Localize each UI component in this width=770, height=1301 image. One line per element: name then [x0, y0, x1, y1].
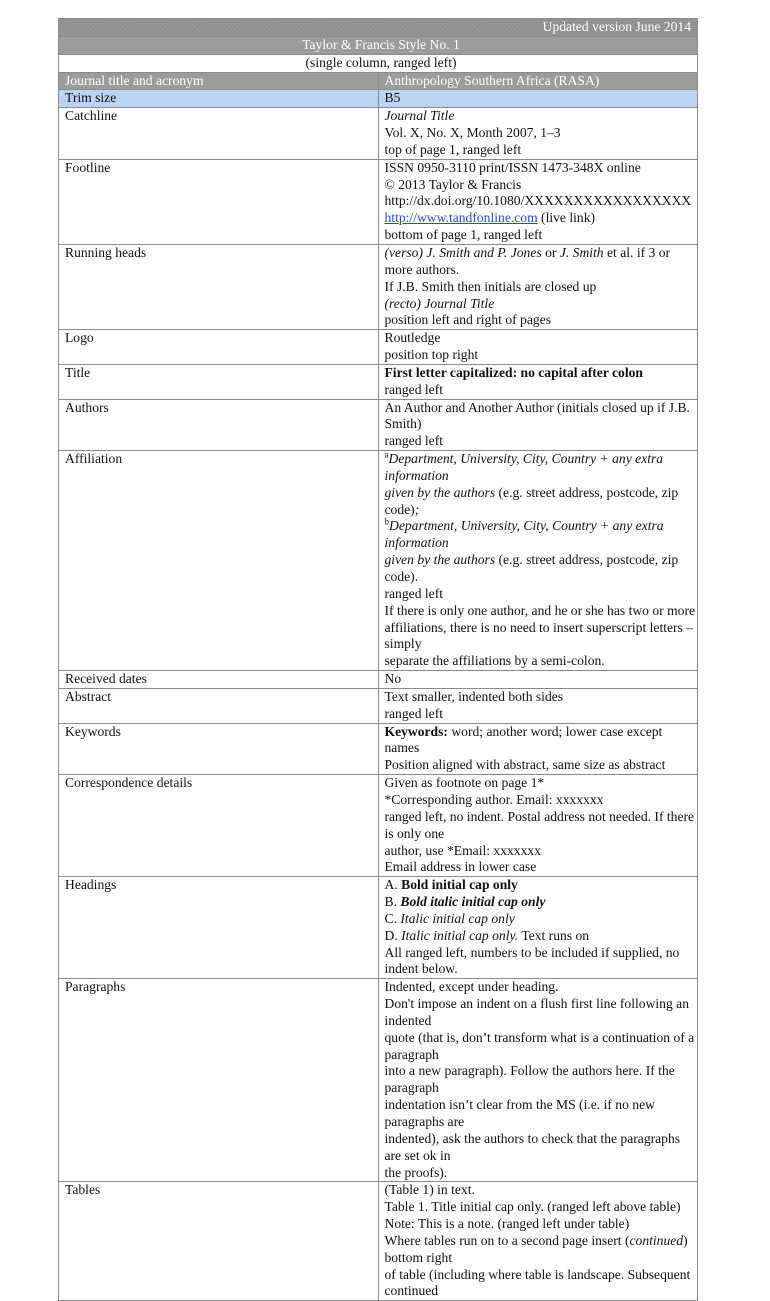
journal-label: Journal title and acronym — [59, 72, 379, 90]
footline-label: Footline — [59, 159, 379, 244]
journal-row — [59, 72, 698, 90]
tables-row — [59, 1182, 698, 1301]
affiliation-b-rest: (e.g. street address, postcode, zip code). — [384, 552, 679, 584]
paragraphs-l1: Indented, except under heading. — [384, 979, 559, 995]
paragraphs-row — [59, 979, 698, 1182]
affiliation-note-2: affiliations, there is no need to insert superscript letters – simply — [384, 619, 694, 652]
style-table — [58, 18, 698, 1301]
affiliation-b-text: Department, University, City, Country + any extra information — [384, 518, 664, 551]
headings-value — [378, 877, 698, 979]
keywords-value — [378, 723, 698, 775]
tables-l4 — [385, 1233, 698, 1267]
verso-rest: et al. if 3 or more authors. — [384, 244, 671, 277]
correspondence-label: Correspondence details — [59, 775, 379, 877]
catchline-journal-title: Journal Title — [384, 108, 455, 124]
heading-level-c — [385, 911, 698, 928]
footline-link-suffix: (live link) — [537, 210, 596, 226]
layout-description: (single column, ranged left) — [59, 54, 698, 72]
tables-l1: (Table 1) in text. — [384, 1182, 475, 1198]
tables-value — [378, 1182, 698, 1301]
affiliation-a-semicolon: ; — [414, 501, 420, 517]
keywords-position: Position aligned with abstract, same size as abstract — [384, 757, 666, 773]
logo-name: Routledge — [384, 330, 441, 346]
tables-l4-continued: continued — [629, 1232, 684, 1248]
affiliation-label: Affiliation — [59, 451, 379, 671]
affiliation-b-line1 — [385, 518, 698, 552]
affiliation-note-3: separate the affiliations by a semi-colon. — [384, 653, 605, 669]
affiliation-a-rest: (e.g. street address, postcode, zip code) — [384, 484, 679, 517]
verso-example: (verso) J. Smith and P. Jones — [384, 244, 542, 260]
logo-value — [378, 330, 698, 365]
received-dates-value: No — [378, 671, 698, 689]
trim-size-label: Trim size — [59, 90, 379, 108]
paragraphs-l3: quote (that is, don’t transform what is a continuation of a paragraph — [384, 1029, 695, 1062]
heading-a-prefix: A. — [384, 877, 402, 893]
keywords-label: Keywords — [59, 723, 379, 775]
running-heads-initials: If J.B. Smith then initials are closed up — [384, 278, 597, 294]
running-heads-recto: (recto) Journal Title — [384, 295, 495, 311]
verso-or: or — [541, 244, 560, 260]
heading-d-text: Italic initial cap only. — [401, 927, 519, 943]
footline-value — [378, 159, 698, 244]
running-heads-value — [378, 244, 698, 329]
superscript-b: b — [384, 516, 389, 527]
heading-level-a — [385, 877, 698, 894]
title-value — [378, 364, 698, 399]
tables-l3: Note: This is a note. (ranged left under table) — [384, 1216, 630, 1232]
logo-label: Logo — [59, 330, 379, 365]
affiliation-note-1: If there is only one author, and he or she has two or more — [384, 602, 696, 618]
authors-position: ranged left — [384, 433, 443, 449]
superscript-a: a — [384, 449, 389, 460]
footline-link-line — [385, 210, 698, 227]
heading-c-text: Italic initial cap only — [400, 910, 515, 926]
trim-size-row — [59, 90, 698, 108]
paragraphs-l5: indentation isn’t clear from the MS (i.e. if no new paragraphs are — [384, 1097, 655, 1129]
catchline-position: top of page 1, ranged left — [384, 141, 522, 157]
keywords-bold-lead: Keywords: — [384, 723, 448, 739]
paragraphs-l6: indented), ask the authors to check that the paragraphs are set ok in — [384, 1130, 681, 1163]
tables-label: Tables — [59, 1182, 379, 1301]
footline-row — [59, 159, 698, 244]
abstract-position: ranged left — [384, 705, 443, 721]
affiliation-a-line1 — [385, 451, 698, 485]
authors-label: Authors — [59, 399, 379, 451]
heading-d-prefix: D. — [384, 927, 402, 943]
running-heads-row — [59, 244, 698, 329]
layout-row — [59, 54, 698, 72]
abstract-label: Abstract — [59, 688, 379, 723]
heading-a-text: Bold initial cap only — [401, 877, 518, 893]
running-heads-label: Running heads — [59, 244, 379, 329]
authors-example: An Author and Another Author (initials closed up if J.B. Smith) — [384, 399, 690, 432]
keywords-row — [59, 723, 698, 775]
heading-d-rest: Text runs on — [518, 927, 590, 943]
affiliation-position: ranged left — [384, 585, 443, 601]
keywords-rest: word; another word; lower case except names — [384, 723, 663, 756]
footline-issn: ISSN 0950-3110 print/ISSN 1473-348X online — [384, 159, 641, 175]
title-rule: First letter capitalized: no capital after colon — [384, 364, 643, 380]
footline-position: bottom of page 1, ranged left — [384, 227, 543, 243]
paragraphs-l4: into a new paragraph). Follow the authors here. If the paragraph — [384, 1063, 675, 1096]
title-row — [59, 364, 698, 399]
affiliation-row — [59, 451, 698, 671]
abstract-value — [378, 688, 698, 723]
catchline-volume: Vol. X, No. X, Month 2007, 1–3 — [384, 125, 561, 141]
logo-row — [59, 330, 698, 365]
trim-size-value: B5 — [378, 90, 698, 108]
headings-note: All ranged left, numbers to be included if supplied, no indent below. — [384, 944, 680, 977]
correspondence-l5: Email address in lower case — [384, 859, 537, 875]
correspondence-l4: author, use *Email: xxxxxxx — [384, 842, 542, 858]
running-heads-verso — [385, 245, 698, 279]
authors-row — [59, 399, 698, 451]
headings-label: Headings — [59, 877, 379, 979]
paragraphs-label: Paragraphs — [59, 979, 379, 1182]
catchline-label: Catchline — [59, 108, 379, 160]
correspondence-value — [378, 775, 698, 877]
affiliation-value — [378, 451, 698, 671]
abstract-rule: Text smaller, indented both sides — [384, 688, 564, 704]
heading-b-text: Bold italic initial cap only — [400, 894, 546, 910]
updated-row — [59, 19, 698, 37]
tandfonline-link[interactable]: http://www.tandfonline.com — [384, 210, 538, 226]
authors-value — [378, 399, 698, 451]
tables-l2: Table 1. Title initial cap only. (ranged left above table) — [384, 1199, 681, 1215]
paragraphs-value — [378, 979, 698, 1182]
heading-level-d — [385, 928, 698, 945]
correspondence-l3: ranged left, no indent. Postal address not needed. If there is only one — [384, 808, 695, 841]
abstract-row — [59, 688, 698, 723]
title-position: ranged left — [384, 381, 443, 397]
tables-l5: of table (including where table is landscape. Subsequent continued — [384, 1266, 691, 1299]
logo-position: position top right — [384, 347, 479, 363]
tables-l4-b: ) bottom right — [384, 1232, 688, 1265]
catchline-value — [378, 108, 698, 160]
affiliation-a-given: given by the authors — [384, 484, 496, 500]
affiliation-a-line2 — [385, 485, 698, 519]
correspondence-l2: *Corresponding author. Email: xxxxxxx — [384, 791, 604, 807]
footline-copyright: © 2013 Taylor & Francis — [384, 176, 522, 192]
correspondence-l1: Given as footnote on page 1* — [384, 775, 545, 791]
style-name: Taylor & Francis Style No. 1 — [59, 36, 698, 54]
affiliation-b-given: given by the authors — [384, 552, 496, 568]
updated-version: Updated version June 2014 — [59, 19, 698, 37]
correspondence-row — [59, 775, 698, 877]
footline-doi: http://dx.doi.org/10.1080/XXXXXXXXXXXXXXXXX — [384, 193, 692, 209]
catchline-row — [59, 108, 698, 160]
running-heads-position: position left and right of pages — [384, 312, 551, 328]
heading-c-prefix: C. — [384, 910, 401, 926]
verso-example-2: J. Smith — [559, 244, 604, 260]
received-dates-row — [59, 671, 698, 689]
heading-level-b — [385, 894, 698, 911]
affiliation-a-text: Department, University, City, Country + any extra information — [384, 451, 664, 483]
paragraphs-l2: Don't impose an indent on a flush first line following an indented — [384, 996, 689, 1028]
keywords-example — [385, 724, 698, 758]
headings-row — [59, 877, 698, 979]
style-sheet-document — [58, 18, 698, 1301]
journal-value: Anthropology Southern Africa (RASA) — [378, 72, 698, 90]
received-dates-label: Received dates — [59, 671, 379, 689]
paragraphs-l7: the proofs). — [384, 1164, 448, 1180]
heading-b-prefix: B. — [384, 894, 401, 910]
style-name-row — [59, 36, 698, 54]
affiliation-b-line2 — [385, 552, 698, 586]
title-label: Title — [59, 364, 379, 399]
tables-l4-a: Where tables run on to a second page insert ( — [384, 1232, 630, 1248]
